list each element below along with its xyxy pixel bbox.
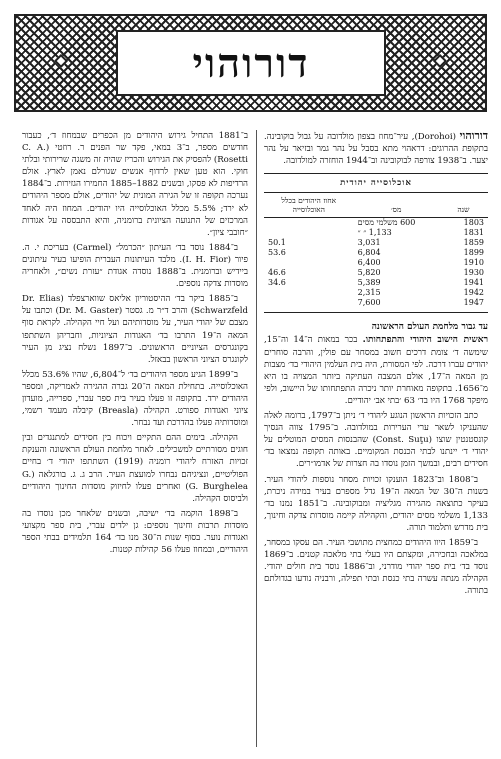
paragraph: כתב הזכויות הראשון הנוגע ליהודי ד׳ ניתן ב־1797, ברומה לאלה שהעניקו לשאר ערי הערירות במולדובה. ב־1795 צווה הנסיך קונסטנטין שוצו (Const. Suţu) שהבנסות המסים המוטלים על יהודי ד׳ יינתנו לבתי הכנסת המקומיים. באותה תקופה נמצאו בד׳ חסידים רבים, ובמשך הזמן נוסדו בה חצרות של אדמו״רים. — [264, 411, 488, 470]
table-row: 1942 2,315 — [357, 288, 484, 298]
table-row: 1941 5,389 34.6 — [268, 278, 484, 288]
table-row: 1899 6,804 53.6 — [268, 248, 484, 258]
table-row: 1831 1,133 ״ ״ — [357, 228, 484, 238]
paragraph: ב־1881 התחיל גירוש היהודים מן הכפרים שבמחוז ד׳, כעבור חודשים מספר, ב־3 במאי, פקד שר הפנים ר. רוזטי (C. A. Rosetti) להפסיק את הגירוש והכריז שהיה זה משגה שרירותי ובלתי חוקי. הוא טען שאין לרדוף אנשים שגורלם נאמן לארץ. אולם הרדיפות לא פסקו, ובשנים 1882–1885 החמירו הגזירות. ב־1884 נערכה תקופה זו של הגירה המונית של יהודים, אולם מספר היהודים לא ירד; 5.5% מכלל האוכלוסייה היו יהודים. המחוז היה לאחד המרכזים של התנועה הציונית ברומניה, והיא התבססה על אגודות ״חובבי ציון״. — [22, 131, 248, 238]
entry-head: דורוהוי — [459, 130, 488, 142]
left-column — [22, 130, 248, 749]
population-data-table — [264, 193, 488, 308]
column-divider — [256, 130, 257, 747]
banner-ornament-right — [433, 54, 447, 68]
table-row: 1859 3,031 50.1 — [268, 238, 484, 248]
title-box — [116, 30, 386, 96]
page-title: דורוהוי — [192, 39, 310, 87]
paragraph — [264, 334, 488, 407]
section-title: ראשית הישוב היהודי והתפתחותו. — [362, 335, 488, 346]
table-row: 1803 600 משלמי מסים — [357, 218, 484, 228]
intro-text: (Dorohoi), עיר־מחוז בצפון מולדובה על גבול בוקובינה. בתקופת ההרוגים: דראהוי מתא בסבל על נהר גמר ובזיאר על נהר יצער. ב־1938 צורפה לבוקובינה וב־1944 הוחזרה למולדובה. — [264, 132, 488, 167]
population-table — [264, 173, 488, 313]
paragraph: ב־1898 הוקמה בד׳ ישיבה, ובשנים שלאחר מכן נוסדו בה מוסדות תרבות וחינוך נוספים: גן ילדים עברי, בית ספר מקצועי ואגודות נוער. בסוף שנות ה־30 מנו בד׳ 164 תלמידים בבתי הספר היהודיים, ובמחוז פעלו 56 קהילות קטנות. — [22, 508, 248, 556]
paragraph-text: בכר במאות ה־14 וה־15, שימשה ד׳ צומת דרכים חשוב במסחר עם פולין, והרבה סוחרים יהודים עברו דרכה. לפי המסורת, היה בית העלמין היהודי בד׳ מצבות מן המאה ה־17, אולם המצבה העתיקה ביותר המצויה בו היא מ־1656. בתקופה מאוחרת יותר ניכרה התפתחותו של היישוב, ולפי מיפקד 1768 היו בד׳ 63 ׳בתי אב׳ יהודיים. — [264, 335, 488, 406]
paragraph: ב־1859 היוו היהודים כמחצית מתושבי העיר. הם עסקו במסחר, במלאכה ובחכירה, ומקצתם היו בעלי בתי מלאכה קטנים. ב־1869 נוסד בד׳ בית ספר יהודי מודרני, וב־1886 נוסד בית חולים יהודי. הקהילה מנתה עשרה בתי כנסת ובתי תפילה, ורבניה נודעו בגדולתם בתורה. — [264, 537, 488, 597]
paragraph: ב־1884 נוסד בד׳ העיתון ״הכרמל״ (Carmel) בעריכת י. ה. פיור (I. H. Fior). מלבד העיתונות העברית הופיעו בעיר עיתונים ביידיש וברומנית. ב־1888 נוסדה אגודת ״עזרת נשים״, ולאחריה מוסדות צדקה נוספים. — [22, 242, 248, 290]
title-banner — [14, 14, 487, 112]
table-header-count: מס׳ — [354, 193, 439, 218]
paragraph: ב־1899 הגיע מספר היהודים בד׳ ל־6,804, שהיו 53.6% מכלל האוכלוסייה. בתחילת המאה ה־20 גברה ההגירה לאמריקה, ומספר היהודים ירד. בתקופה זו פעלו בעיר בית ספר עברי, ספרייה, מועדון ציוני ואגודות ספורט. הקהילה (Breasla) קיבלה מעמד רשמי, ומוסדותיה פעלו בהדרכת ועד נבחר. — [22, 369, 248, 429]
paragraph: ב־1885 ביקר בד׳ ההיסטוריון אליאס שווארצפלד (Dr. Elias Schwarzfeld) והרב ד״ר מ. גסטר (Dr. M. Gaster) וכתבו על מצבם של יהודי העיר, על מוסדותיהם ועל חיי הקהילה. לקראת סוף המאה ה־19 התרבו בד׳ האגודות הציוניות, וחבריהן השתתפו בקונגרסים הציוניים הראשונים. ב־1897 נשלח נציג מן העיר לקונגרס הציוני הראשון בבאזל. — [22, 294, 248, 365]
table-title: אוכלוסייה יהודית — [264, 177, 488, 193]
subhead: עד גבור מלחמת העולם הראשונה — [371, 322, 488, 333]
table-header-percent: אחוז היהודים בכלל האוכלוסייה — [264, 193, 354, 218]
table-row: 1910 6,400 — [357, 258, 484, 268]
right-column — [264, 130, 488, 749]
table-row: 1930 5,820 46.6 — [268, 268, 484, 278]
paragraph: ב־1808 וב־1823 הוענקו זכויות מסחר נוספות ליהודי העיר. בשנות ה־30 של המאה ה־19 גדל מספרם בעיר במידה ניכרת, בעיקר כתוצאה מהגירה מגליציה ומבוקובינה. ב־1851 נמנו בד׳ 1,133 משלמי מסים יהודים, והקהילה קיימה מוסדות צדקה וחינוך, בית מדרש ותלמוד תורה. — [264, 474, 488, 533]
paragraph: הקהילה. בימים ההם התקיים ויכוח בין חסידים למתנגדים ובין חוגים מסורתיים למשכילים. לאחר מלחמת העולם הראשונה והענקת זכויות האזרח ליהודי רומניה (1919) השתתפו יהודי ד׳ בחיים הפוליטיים, ונציגיהם נבחרו למועצת העיר. הרב ג. ג. בורגלאה (G. G. Burghelea) ואחרים פעלו לחיזוק מוסדות החינוך היהודיים ולביסוס הקהילה. — [22, 433, 248, 504]
table-row: 1947 7,600 — [357, 298, 484, 308]
intro-paragraph — [264, 130, 488, 167]
table-header-year: שנה — [439, 193, 488, 218]
banner-ornament-left — [54, 54, 68, 68]
